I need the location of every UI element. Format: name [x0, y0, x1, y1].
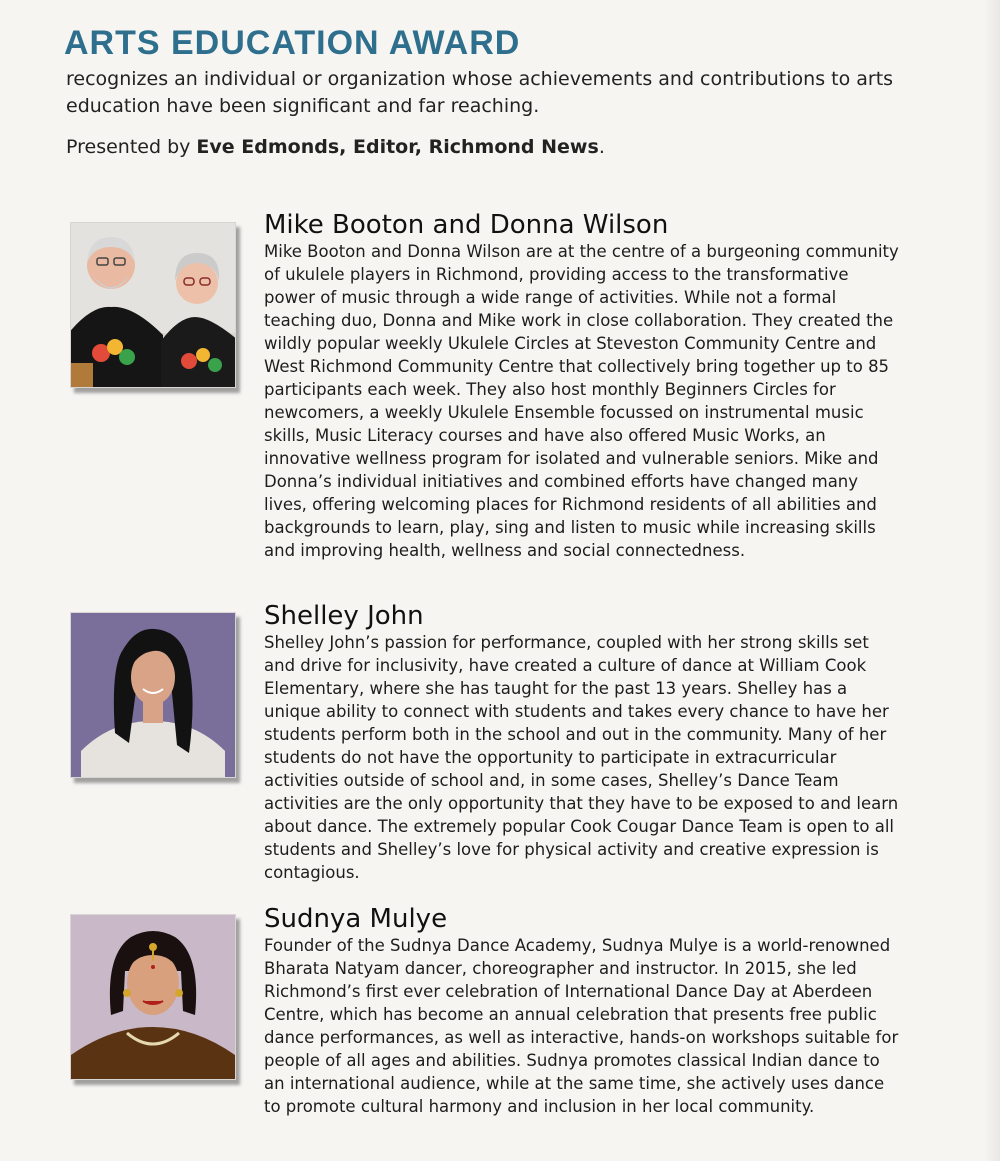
presented-by-line: [66, 134, 605, 161]
page-edge-shadow: [984, 0, 1000, 1161]
recipient-name: Sudnya Mulye: [264, 904, 448, 934]
award-title: ARTS EDUCATION AWARD: [64, 24, 521, 62]
recipient-bio: Shelley John’s passion for performance, coupled with her strong skills set and drive for inclusivity, have created a culture of dance at William Cook Elementary, where she has taught for the past 13 years. Shelley has a unique ability to connect with students and takes every chance to have her students perform both in the school and out in the community. Many of her students do not have the opportunity to participate in extracurricular activities outside of school and, in some cases, Shelley’s Dance Team activities are the only opportunity that they have to be exposed to and learn about dance. The extremely popular Cook Cougar Dance Team is open to all students and Shelley’s love for physical activity and creative expression is contagious.: [264, 633, 899, 882]
photo-shelley-john: [70, 612, 236, 778]
recipient-bio: Founder of the Sudnya Dance Academy, Sudnya Mulye is a world-renowned Bharata Natyam dancer, choreographer and instructor. In 2015, she led Richmond’s first ever celebration of International Dance Day at Aberdeen Centre, which has become an annual celebration that presents free public dance performances, as well as interactive, hands-on workshops suitable for people of all ages and abilities. Sudnya promotes classical Indian dance to an international audience, while at the same time, she actively uses dance to promote cultural harmony and inclusion in her local community.: [264, 936, 899, 1116]
photo-booton-wilson: [70, 222, 236, 388]
recipient-booton-wilson: [264, 210, 904, 562]
recipient-sudnya-mulye: [264, 904, 904, 1118]
recipient-bio: Mike Booton and Donna Wilson are at the centre of a burgeoning community of ukulele players in Richmond, providing access to the transformative power of music through a wide range of activities. While not a formal teaching duo, Donna and Mike work in close collaboration. They created the wildly popular weekly Ukulele Circles at Steveston Community Centre and West Richmond Community Centre that collectively bring together up to 85 participants each week. They also host monthly Beginners Circles for newcomers, a weekly Ukulele Ensemble focussed on instrumental music skills, Music Literacy courses and have also offered Music Works, an innovative wellness program for isolated and vulnerable seniors. Mike and Donna’s individual initiatives and combined efforts have changed many lives, offering welcoming places for Richmond residents of all abilities and backgrounds to learn, play, sing and listen to music while increasing skills and improving health, wellness and social connectedness.: [264, 242, 899, 560]
photo-sudnya-mulye: [70, 914, 236, 1080]
presented-prefix: Presented by: [66, 136, 197, 158]
recipient-name: Mike Booton and Donna Wilson: [264, 210, 669, 240]
presenter-name: Eve Edmonds, Editor, Richmond News: [196, 136, 599, 158]
recipient-name: Shelley John: [264, 601, 424, 631]
presented-suffix: .: [598, 136, 605, 158]
award-description: recognizes an individual or organization whose achievements and contributions to arts education have been significant and far reaching.: [66, 68, 894, 117]
recipient-shelley-john: [264, 601, 904, 884]
